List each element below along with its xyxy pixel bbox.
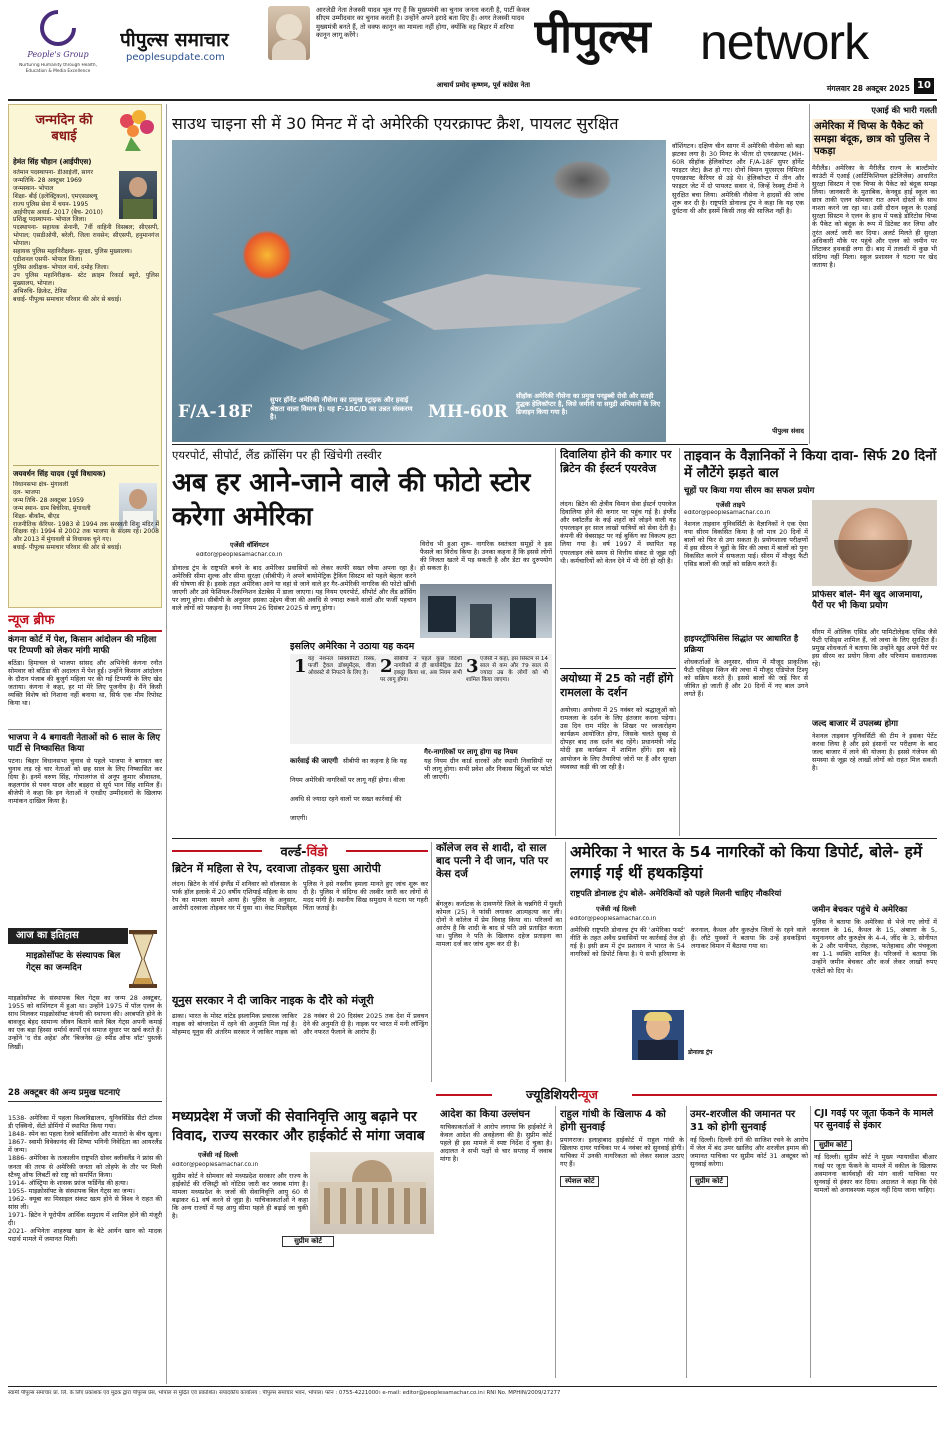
why-head: इसलिए अमेरिका ने उठाया यह कदम: [290, 641, 415, 652]
world-rule-2: [565, 842, 566, 1082]
p1-line: राज्य पुलिस सेवा में चयन- 1995: [13, 200, 89, 208]
p1-line: एडीशनल एसपी- भोपाल जिला।: [13, 255, 83, 263]
hair-headline: ताइवान के वैज्ञानिकों ने किया दावा- सिर्फ 20 दिनों में लौटेंगे झड़ते बाल: [684, 448, 937, 481]
history-event: 1538- अमेरिका में पहला विश्वविद्यालय, यूनिवर्सिडेड सैंटो टॉमस डी एक्विनो, सेंटो डोमिंगो में स्थापित किया गया।: [8, 1114, 162, 1131]
p2-line: जन्म स्थान- ग्राम बिचेरिया, मुंगावली: [13, 504, 91, 512]
history-title: आज का इतिहास: [8, 928, 128, 944]
today-history: [8, 928, 162, 1384]
brand-english: network: [700, 14, 869, 70]
deport-side-head: जमीन बेचकर पहुंचे थे अमेरिका: [812, 904, 908, 914]
p1-line: जन्मतिथि- 28 अक्टूबर 1969: [13, 176, 82, 184]
umar-box: [690, 1108, 808, 1378]
birthday-person1-name: हेमंत सिंह चौहान (आईपीएस): [13, 157, 92, 166]
p1-line: पुलिस अधीक्षक- भोपाल नार्थ, दमोह जिला।: [13, 263, 109, 271]
judiciary-rule-3: [810, 1106, 811, 1378]
photo-email: editor@peoplesamachar.co.in: [196, 552, 283, 558]
left-column-rule: [166, 104, 167, 1384]
brief2-headline: भाजपा ने 4 बगावती नेताओं को 6 साल के लिए पार्टी से निष्कासित किया: [8, 729, 162, 755]
brief1-body: बठिंडा। हिमाचल से भाजपा सांसद और अभिनेत्री कंगना रनौत सोमवार को बठिंडा की अदालत में पेश हुईं। उन्होंने किसान आंदोलन के दौरान पंजाब की बुजुर्ग महिला पर की गई टिप्पणी के लिए खेद जताया। कंगना ने कहा, हर मां मेरे लिए पूजनीय है। मैंने किसी व्यक्ति विशेष को निशाना नहीं बनाया था, सिर्फ एक मीम रिपोस्ट किया था।: [8, 659, 162, 708]
point-text: एजेंसी ने कहा, इस सिस्टम से 14 साल से कम और 79 साल से ज्यादा उम्र के लोगों को भी शामिल किया जाएगा।: [466, 656, 548, 683]
p1-line: प्रशिक्षु पदस्थापना- भोपाल जिला।: [13, 216, 87, 224]
paper-name: पीपुल्स समाचार: [120, 29, 229, 51]
britain-body: लंदन। ब्रिटेन की क्षेत्रीय विमान सेवा ईस्टर्न एयरवेज दिवालिया होने की कगार पर पहुंच गई है। इंग्लैंड और स्कॉटलैंड के कई शहरों को जोड़ने वाली यह एयरलाइन हर साल लाखों यात्रियों को सेवा देती है। कंपनी की वेबसाइट पर नई बुकिंग का विकल्प हटा लिया गया है। वर्ष 1997 में स्थापित यह एयरलाइन लंबे समय से वित्तीय संकट से जूझ रही थी। कर्मचारियों को वेतन देने में भी देरी हो रही है।: [560, 500, 676, 565]
supreme-court-photo: [310, 1152, 434, 1234]
deport-side-body: पुलिस ने बताया कि अमेरिका से भेजे गए लोगों में करनाल के 16, कैथल के 15, अंबाला के 5, यमुनानगर और कुरुक्षेत्र के 4-4, जींद के 3, सोनीपत के 2 और पानीपत, रोहतक, फतेहाबाद और पंचकूला का 1-1 व्यक्ति शामिल है। परिजनों ने बताया कि उन्होंने जमीन बेचकर और कर्ज लेकर लाखों रुपए एजेंटों को दिए थे।: [812, 918, 937, 975]
masthead-rule: [8, 99, 937, 101]
deport-byline: एजेंसी नई दिल्ली: [596, 905, 636, 913]
quote-text: आरजेडी नेता तेजस्वी यादव भूल गए हैं कि मुख्यमंत्री का चुनाव जनता करती है, पार्टी केवल सीएम उम्मीदवार का चुनाव करती है। उन्होंने अपने इरादे बता दिए हैं। अगर तेजस्वी यादव मुख्यमंत्री बनते हैं, तो वक्फ कानून का मामला नहीं होगा, क्योंकि वह बिहार में शरिया कानून लागू करेंगे।: [316, 6, 530, 40]
judiciary-title-b: न्यूज: [577, 1087, 598, 1102]
hair-mid-head: हाइपरट्रॉफिसिस सिद्धांत पर आधारित है प्रक्रिया: [684, 634, 799, 654]
p2-line: राजनीतिक कॅरियर- 1983 से 1994 तक सरस्वती शिशु मंदिर में शिक्षक रहे। 1994 से 2002 तक भाजपा के सदस्य रहे। 2008 और 2013 में मुंगावली से विधायक चुने गए।: [13, 520, 159, 544]
world-story1-head: ब्रिटेन में महिला से रेप, दरवाजा तोड़कर घुसा आरोपी: [172, 862, 381, 875]
why-points: [290, 654, 552, 744]
why-point: [466, 656, 548, 740]
photo-kicker: एयरपोर्ट, सीपोर्ट, लैंड क्रॉसिंग पर ही खिंचेगी तस्वीर: [172, 448, 382, 462]
special-court-label: स्पेशल कोर्ट: [560, 1176, 599, 1187]
quote-portrait: [268, 6, 310, 60]
group-name: People's Group: [27, 50, 89, 59]
rahul-body: प्रयागराज। इलाहाबाद हाईकोर्ट में राहुल गांधी के खिलाफ दायर याचिका पर 4 नवंबर को सुनवाई होगी। याचिका में उनकी नागरिकता को लेकर सवाल उठाए गए हैं।: [560, 1136, 684, 1169]
world-title-a: वर्ल्ड-: [280, 845, 307, 860]
footer-imprint: स्वामी पीपुल्स समाचार प्रा. लि. के लिए प्रकाशक एवं मुद्रक द्वारा पीपुल्स प्रेस, भोपाल से मुद्रित एवं प्रकाशित। संपादकीय कार्यालय : पीपुल्स समाचार भवन, भोपाल। फोन : 0755-4221000। e-mail: editor@peoplesamachar.co.in। RNI No. MPHIN/2009/27277: [8, 1390, 561, 1396]
ayodhya-headline: अयोध्या में 25 को नहीं होंगे रामलला के दर्शन: [560, 672, 674, 699]
masthead: [0, 0, 945, 100]
judiciary-rule-1: [555, 1106, 556, 1378]
world-story3-body: बेंगलुरु। कर्नाटक के दावणगेरे जिले के चन्नगिरी में युवती कोमल (25) ने फांसी लगाकर आत्महत्या कर ली। दोनों ने कॉलेज में प्रेम विवाह किया था। परिजनों का आरोप है कि शादी के बाद से पति उसे प्रताड़ित करता था। पुलिस ने पति के खिलाफ दहेज प्रताड़ना का मामला दर्ज कर जांच शुरू कर दी है।: [436, 900, 562, 949]
history-event: 2021- अभिनेता शाहरुख खान के बेटे आर्यन खान को मादक पदार्थ मामले में जमानत मिली।: [8, 1227, 162, 1244]
p1-line: सहायक पुलिस महानिरीक्षक- सुरक्षा, पुलिस मुख्यालय।: [13, 248, 132, 256]
photo-headline: अब हर आने-जाने वाले की फोटो स्टोर करेगा अमेरिका: [172, 468, 531, 532]
point-text: यह नेशनल सिक्योरिटी रिस्क, फर्जी ट्रैवल डॉक्यूमेंट्स, वीजा ओवरस्टे से निपटने के लिए है।: [308, 656, 376, 676]
footer-rule: [8, 1386, 937, 1387]
extra1-body: सीबीपी का कहना है कि यह नियम अमेरिकी नागरिकों पर लागू नहीं होगा। वीजा अवधि से ज्यादा रहने वालों पर सख्त कार्रवाई की जाएगी।: [290, 757, 407, 822]
p1-line: बधाई- पीपुल्स समाचार परिवार की ओर से बधाई।: [13, 295, 122, 303]
ai-story: [812, 104, 937, 434]
hair-quote-head: प्रोफेसर बोले- मैंने खुद आजमाया, पैरों पर भी किया प्रयोग: [812, 590, 924, 612]
order-head: आदेश का किया उल्लंघन: [440, 1109, 530, 1120]
horizontal-rule-mid: [172, 838, 937, 839]
p2-line: विधानसभा क्षेत्र- मुंगावली: [13, 481, 69, 488]
history-events: [8, 1114, 162, 1382]
extra2-head: गैर-नागरिकों पर लागू होगा यह नियम: [424, 748, 518, 756]
history-event: 1867- स्वामी विवेकानंद की शिष्या भगिनी निवेदिता का आयरलैंड में जन्म।: [8, 1138, 162, 1155]
trump-photo: [632, 1010, 684, 1060]
mp-judges-headline: मध्यप्रदेश में जजों की सेवानिवृत्ति आयु बढ़ाने पर विवाद, राज्य सरकार और हाईकोर्ट से मांगा जवाब: [172, 1109, 425, 1144]
aircraft-credit: पीपुल्स संवाद: [772, 427, 804, 435]
mid-column-rule-2: [679, 448, 680, 836]
brief1-headline: कंगना कोर्ट में पेश, किसान आंदोलन की महिला पर टिप्पणी को लेकर मांगी माफी: [8, 635, 157, 656]
point-number: 3: [466, 656, 479, 677]
rahul-head: राहुल गांधी के खिलाफ 4 को होगी सुनवाई: [560, 1109, 666, 1133]
aircraft-label-left: F/A-18F: [178, 402, 253, 422]
world-story3-head: कॉलेज लव से शादी, दो साल बाद पत्नी ने दी जान, पति पर केस दर्ज: [436, 842, 549, 881]
britain-headline: दिवालिया होने की कगार पर ब्रिटेन की ईस्टर्न एयरवेज: [560, 448, 672, 475]
photo-sidebar: विरोध भी हुआ शुरू- नागरिक स्वतंत्रता समूहों ने इस फैसले का विरोध किया है। उनका कहना है कि इससे लोगों की निजता खतरे में पड़ सकती है और डेटा का दुरुपयोग हो सकता है।: [420, 540, 552, 573]
world-story1-body: लंदन। ब्रिटेन के नॉर्थ इंग्लैंड में शनिवार को वॉलसाल के पार्क हॉल इलाके में 20 वर्षीय एशियाई महिला के साथ रेप का मामला सामने आया है। पुलिस के अनुसार, आरोपी दरवाजा तोड़कर घर में घुसा था। वेस्ट मिडलैंड्स पुलिस ने इसे नस्लीय हमला मानते हुए जांच शुरू कर दी है। पुलिस ने संदिग्ध की तस्वीर जारी कर लोगों से मदद मांगी है। स्थानीय सिख समुदाय ने घटना पर गहरी चिंता जताई है।: [172, 880, 428, 913]
world-rule: [431, 842, 432, 1082]
ayodhya-body: अयोध्या। अयोध्या में 25 नवंबर को श्रद्धालुओं को रामलला के दर्शन के लिए इंतजार करना पड़ेगा। उस दिन राम मंदिर के शिखर पर ध्वजारोहण कार्यक्रम आयोजित होगा, जिसके चलते सुबह से दोपहर बाद तक दर्शन बंद रहेंगे। प्रधानमंत्री नरेंद्र मोदी इस कार्यक्रम में शामिल होंगे। इस बड़े आयोजन के लिए तैयारियां जोरों पर हैं और सुरक्षा व्यवस्था कड़ी की जा रही है।: [560, 706, 676, 771]
group-logo: [8, 6, 108, 86]
sc-label: सुप्रीम कोर्ट: [282, 1236, 334, 1247]
hair-market-body: नेशनल ताइवान यूनिवर्सिटी की टीम ने इसका पेटेंट करवा लिया है और इसे इंसानों पर परीक्षण के बाद जल्द बाजार में लाने की योजना है। इससे गंजेपन की समस्या से जूझ रहे लाखों लोगों को राहत मिल सकती है।: [812, 732, 937, 773]
aircraft-caption-right: सीहॉक अमेरिकी नौसेना का प्रमुख पनडुब्बी रोधी और सतही युद्धक हेलिकॉप्टर है, जिसे जमीनी या समुद्री अभियानों के लिए डिजाइन किया गया है।: [516, 392, 661, 417]
history-event: 1955- माइक्रोसॉफ्ट के संस्थापक बिल गेट्स का जन्म।: [8, 1186, 135, 1195]
aircraft-label-right: MH-60R: [428, 402, 508, 422]
birthday-box: [8, 104, 162, 608]
hourglass-icon: [126, 928, 160, 990]
p1-line: अभिरुचि- क्रिकेट, टेनिस: [13, 287, 67, 295]
history-feature-head: माइक्रोसॉफ्ट के संस्थापक बिल गेट्स का जन्मदिन: [26, 951, 121, 973]
judiciary-rule-2: [686, 1106, 687, 1378]
why-point: [294, 656, 376, 740]
world-story2-head: यूनुस सरकार ने दी जाकिर नाइक के दौरे को मंजूरी: [172, 994, 374, 1007]
deport-body: अमेरिकी राष्ट्रपति डोनाल्ड ट्रंप की 'अमेरिका फर्स्ट' नीति के तहत अवैध प्रवासियों पर कार्रवाई तेज हो गई है। इसी क्रम में ट्रंप प्रशासन ने भारत के 54 नागरिकों को डिपोर्ट किया है। ये सभी हरियाणा के करनाल, कैथल और कुरुक्षेत्र जिलों के रहने वाले हैं। लौटे युवकों ने बताया कि उन्हें हथकड़ियां लगाकर विमान में बैठाया गया था।: [570, 926, 806, 959]
extra2-body: यह नियम ग्रीन कार्ड धारकों और स्थायी निवासियों पर भी लागू होगा। सभी प्रवेश और निकास बिंदुओं पर फोटो ली जाएगी।: [424, 757, 552, 782]
website-link[interactable]: peoplesupdate.com: [126, 52, 225, 63]
history-feature-body: माइक्रोसॉफ्ट के संस्थापक बिल गेट्स का जन्म 28 अक्टूबर, 1955 को वाशिंगटन में हुआ था। उन्होंने 1975 में पॉल एलन के साथ मिलकर माइक्रोसॉफ्ट कंपनी की स्थापना की। अरबपति होने के बावजूद बेहद सामान्य जीवन बिताने वाले बिल गेट्स अपनी कमाई का एक बड़ा हिस्सा धर्मार्थ कार्यों एवं समाज सुधार पर खर्च करते हैं। उन्होंने 'द रोड अहेड' और 'बिजनेस @ स्पीड ऑफ थॉट' पुस्तकें लिखीं।: [8, 994, 162, 1051]
history-event: 1848- स्पेन का पहला रेलवे बार्सिलोना और मातारो के बीच खुला।: [8, 1130, 162, 1139]
aircraft-rule: [172, 444, 808, 445]
mp-email: editor@peoplesamachar.co.in: [172, 1162, 259, 1168]
bald-head-photo: [812, 500, 937, 586]
hair-quote-body: सीरम में ओलिक एसिड और पामिटोलेइक एसिड जैसे फैटी एसिड्स शामिल हैं, जो त्वचा के लिए सुरक्षित हैं। प्रमुख शोधकर्ता ने बताया कि उन्होंने खुद अपने पैरों पर इस सीरम का प्रयोग किया और परिणाम सकारात्मक रहे।: [812, 628, 937, 669]
history-events-head: 28 अक्टूबर की अन्य प्रमुख घटनाएं: [8, 1088, 162, 1102]
cji-head: CJI गवई पर जूता फेंकने के मामले पर सुनवाई से इंकार: [814, 1108, 934, 1132]
birthday-title: जन्मदिन की बधाई: [35, 113, 93, 144]
p1-line: उप पुलिस महानिरीक्षक- स्टेट क्राइम रिकार्ड ब्यूरो, पुलिस मुख्यालय, भोपाल।: [13, 271, 159, 287]
person1-details: [13, 169, 159, 469]
extra1: [290, 748, 418, 832]
photo-byline: एजेंसी वॉशिंगटन: [230, 541, 269, 549]
world-story2-body: ढाका। भारत के मोस्ट वांटेड इस्लामिक प्रचारक जाकिर नाइक को बांग्लादेश में रहने की अनुमति मिल गई है। मोहम्मद यूनुस की अंतरिम सरकार ने जाकिर नाइक को 28 नवंबर से 20 दिसंबर 2025 तक देश में प्रवचन देने की अनुमति दी है। नाइक पर भारत में मनी लॉन्ड्रिंग और नफरत फैलाने के आरोप हैं।: [172, 1012, 428, 1037]
deport-email: editor@peoplesamachar.co.in: [570, 916, 657, 922]
group-tagline: Nurturing Humanity through Health, Education & Media Excellence: [19, 63, 97, 74]
mp-byline: एजेंसी नई दिल्ली: [198, 1151, 238, 1159]
aircraft-body: वॉशिंगटन। दक्षिण चीन सागर में अमेरिकी नौसेना को बड़ा झटका लगा है। 30 मिनट के भीतर दो एयरक्राफ्ट (MH-60R सीहॉक हेलिकॉप्टर और F/A-18F सुपर हॉर्नेट फाइटर जेट) क्रैश हो गए। दोनों विमान यूएसएस निमित्ज एयरक्राफ्ट कैरियर से उड़े थे। हेलिकॉप्टर में तीन और फाइटर जेट में दो पायलट सवार थे, जिन्हें रेस्क्यू टीमों ने सुरक्षित बचा लिया। अमेरिकी नौसेना ने हादसों की जांच शुरू कर दी है। राष्ट्रपति डोनाल्ड ट्रंप ने कहा कि यह एक दुर्घटना थी और इसमें किसी तरह की साजिश नहीं है।: [672, 142, 804, 215]
p2-line: शिक्षा- बीकॉम, बीएड: [13, 512, 60, 520]
cji-box: [814, 1108, 937, 1378]
aircraft-headline: साउथ चाइना सी में 30 मिनट में दो अमेरिकी एयरक्राफ्ट क्रैश, पायलट सुरक्षित: [172, 114, 619, 133]
cji-body: नई दिल्ली। सुप्रीम कोर्ट ने मुख्य न्यायाधीश बीआर गवई पर जूता फेंकने के मामले में वकील के खिलाफ अवमानना कार्यवाही की मांग वाली याचिका पर सुनवाई से इंकार कर दिया। अदालत ने कहा कि ऐसे मामलों को अनावश्यक महत्व नहीं दिया जाना चाहिए।: [814, 1153, 937, 1194]
hair-market-head: जल्द बाजार में उपलब्ध होगा: [812, 718, 899, 728]
world-title-b: विंडो: [306, 845, 328, 860]
judiciary-title-a: ज्यूडिशियरी: [526, 1087, 578, 1102]
p1-line: वर्तमान पदस्थापना- डीआईजी, सागर: [13, 169, 94, 176]
peoples-group-logo-icon: [38, 8, 78, 48]
news-brief: [8, 612, 162, 922]
britain-rule: [560, 668, 676, 669]
order-body: याचिकाकर्ताओं ने आरोप लगाया कि हाईकोर्ट ने केवल आदेश की अवहेलना की है। सुप्रीम कोर्ट पहले ही इस मामले में स्पष्ट निर्देश दे चुका है। अदालत ने सभी पक्षों से चार सप्ताह में जवाब मांगा है।: [440, 1123, 552, 1164]
umar-body: नई दिल्ली। दिल्ली दंगों की साजिश रचने के आरोप में जेल में बंद उमर खालिद और शरजील इमाम की जमानत याचिका पर सुप्रीम कोर्ट 31 अक्टूबर को सुनवाई करेगा।: [690, 1136, 808, 1169]
point-number: 1: [294, 656, 307, 677]
airport-photo: [420, 584, 552, 638]
history-event: 1971- ब्रिटेन ने यूरोपीय आर्थिक समुदाय में शामिल होने की मंजूरी दी।: [8, 1211, 162, 1228]
hair-body: नेशनल ताइवान यूनिवर्सिटी के वैज्ञानिकों ने एक ऐसा नया सीरम विकसित किया है जो मात्र 20 दिनों में बालों को फिर से उगा सकता है। प्रयोगशाला परीक्षणों में इस सीरम ने चूहों के सिर की त्वचा में बालों को पुनः विकसित करने में सफलता पाई। सीरम में मौजूद फैटी एसिड बालों की जड़ों को सक्रिय करते हैं।: [684, 520, 808, 569]
p2-line: दल- भाजपा: [13, 488, 40, 496]
why-point: [380, 656, 462, 740]
mp-body: सुप्रीम कोर्ट ने सोमवार को मध्यप्रदेश सरकार और राज्य के हाईकोर्ट की रजिस्ट्री को नोटिस जारी कर जवाब मांगा है। मामला मध्यप्रदेश के जजों की सेवानिवृत्ति आयु 60 से बढ़ाकर 61 वर्ष करने से जुड़ा है। याचिकाकर्ताओं ने कहा कि अन्य राज्यों में यह आयु सीमा पहले ही बढ़ाई जा चुकी है।: [172, 1172, 308, 1221]
world-window-banner: [172, 842, 428, 860]
birthday-person2-name: जयवर्धन सिंह यादव (पूर्व विधायक): [13, 469, 106, 478]
quote-author: आचार्य प्रमोद कृष्णम, पूर्व कांग्रेस नेता: [436, 81, 530, 89]
hair-email: editor@peoplesamachar.co.in: [684, 510, 771, 516]
trump-caption: डोनाल्ड ट्रंप: [688, 1049, 713, 1056]
news-brief-title: न्यूज ब्रीफ: [8, 612, 162, 632]
p1-line: शिक्षा- बीई (इलेक्ट्रिकल), एमएसडब्ल्यू: [13, 192, 98, 200]
hair-byline: एजेंसी ताइपे: [716, 501, 746, 509]
judiciary-banner: [436, 1086, 937, 1104]
hair-mid-body: शोधकर्ताओं के अनुसार, सीरम में मौजूद प्राकृतिक फैटी एसिड्स स्किन की त्वचा में मौजूद एडिपोज टिश्यू को सक्रिय करते हैं। इससे बालों की जड़ें फिर से जीवित हो जाती हैं और 20 दिनों में नए बाल उगने लगते हैं।: [684, 658, 808, 699]
page-number: 10: [914, 78, 934, 94]
p1-line: पदस्थापना- सहायक सेनानी, 7वीं वाहिनी विसबल; सीएसपी, भोपाल; एसडीओपी, बरेली, जिला रायसेन; सीएसपी, हनुमानगंज भोपाल।: [13, 224, 159, 248]
page-date: मंगलवार 28 अक्टूबर 2025: [826, 84, 910, 93]
flower-bouquet-icon: [113, 107, 159, 153]
photo-body: डोनाल्ड ट्रंप के राष्ट्रपति बनने के बाद अमेरिका प्रवासियों को लेकर काफी सख्त रवैया अपना रहा है। अमेरिकी सीमा शुल्क और सीमा सुरक्षा (सीबीपी) ने अपने बायोमेट्रिक ट्रैकिंग सिस्टम को पहले बेहतर करने की घोषणा की है। इसके तहत अमेरिका आने या वहां से जाने वाले हर गैर-अमेरिकी नागरिक की फोटो खींची जाएगी और उसे फेशियल-रिकग्निशन डेटाबेस में डाला जाएगा। यह नियम एयरपोर्ट, सीपोर्ट और लैंड क्रॉसिंग पर लागू होगा। सीबीपी के अनुसार इसका उद्देश्य वीजा की अवधि से ज्यादा रुकने वालों और फर्जी पहचान वाले लोगों को पकड़ना है। नया नियम 26 दिसंबर 2025 से लागू होगा।: [172, 564, 416, 613]
ai-body: मैरीलैंड। अमेरिका के मैरीलैंड राज्य के बाल्टीमोर काउंटी में एआई (आर्टिफिशियल इंटेलिजेंस) आधारित सुरक्षा सिस्टम ने एक चिप्स के पैकेट को बंदूक समझ लिया। जानकारी के मुताबिक, केनवुड हाई स्कूल का छात्र ताकी एलन सोमवार रात अपने दोस्तों के साथ नाश्ता करने जा रहा था। उसी दौरान स्कूल के एआई सुरक्षा सिस्टम ने एलन के हाथ में पकड़े डोरिटोस चिप्स के पैकेट को बंदूक के रूप में डिटेक्ट कर लिया और तुरंत अलर्ट जारी कर दिया। अलर्ट मिलते ही सुरक्षा अधिकारी मौके पर पहुंचे और एलन को जमीन पर लिटाकर हथकड़ी लगा दी। बाद में तलाशी में कुछ भी संदिग्ध नहीं मिला। स्कूल प्रशासन ने घटना पर खेद जताया है।: [812, 163, 937, 269]
right-column-rule: [809, 104, 810, 444]
person2-details: [13, 481, 159, 605]
rahul-box: [560, 1108, 684, 1378]
aircraft-caption-left: सुपर हॉर्नेट अमेरिकी नौसेना का प्रमुख स्ट्राइक और हवाई श्रेष्ठता वाला विमान है। यह F-18C/D का उन्नत संस्करण है।: [270, 396, 413, 422]
p1-line: आईपीएस अवार्ड- 2017 (बैच- 2010): [13, 208, 103, 216]
extra2: [424, 748, 552, 832]
point-number: 2: [380, 656, 393, 677]
deport-subhead: राष्ट्रपति डोनाल्ड ट्रंप बोले- अमेरिकियों को पहले मिलनी चाहिए नौकरियां: [570, 888, 782, 898]
extra1-head: कार्रवाई की जाएगी: [290, 757, 338, 765]
history-event: 1886- अमेरिका के तत्कालीन राष्ट्रपति ग्रोवर क्लीवलैंड ने फ्रांस की जनता की तरफ से अमेरिकी जनता को तोहफे के तौर पर मिली स्टैच्यू ऑफ लिबर्टी को राष्ट्र को समर्पित किया।: [8, 1154, 162, 1179]
p2-line: जन्म तिथि- 28 अक्टूबर 1959: [13, 496, 84, 504]
p1-line: जन्मस्थान- भोपाल: [13, 184, 54, 192]
order-box: [440, 1108, 552, 1378]
hair-subhead: चूहों पर किया गया सीरम का सफल प्रयोग: [684, 486, 815, 496]
sc-label-3: सुप्रीम कोर्ट: [814, 1140, 852, 1151]
history-event: 1914- ऑस्ट्रिया के शासक फ्रांज फर्डिनेंड की हत्या।: [8, 1178, 129, 1187]
sc-label-2: सुप्रीम कोर्ट: [690, 1176, 728, 1187]
mid-column-rule: [555, 448, 556, 836]
p2-line: बधाई- पीपुल्स समाचार परिवार की ओर से बधाई।: [13, 544, 122, 552]
history-event: 1962- क्यूबा का मिसाइल संकट खत्म होने से विश्व ने राहत की सांस ली।: [8, 1194, 162, 1212]
brand-hindi: पीपुल्स: [534, 9, 651, 63]
umar-head: उमर-शरजील की जमानत पर 31 को होगी सुनवाई: [690, 1109, 796, 1133]
ai-kicker: एआई की भारी गलती: [871, 105, 937, 115]
ai-headline: अमेरिका में चिप्स के पैकेट को समझा बंदूक, छात्र को पुलिस ने पकड़ा: [812, 119, 937, 161]
deport-headline: अमेरिका ने भारत के 54 नागरिकों को किया डिपोर्ट, बोले- हमें लगाई गई थीं हथकड़ियां: [570, 843, 923, 882]
brief2-body: पटना। बिहार विधानसभा चुनाव से पहले भाजपा ने बगावत कर चुनाव लड़ रहे चार नेताओं को छह साल के लिए निष्कासित कर दिया है। इनमें वरुण सिंह, गोपालगंज से अनूप कुमार श्रीवास्तव, कहलगांव से पवन यादव और बड़हरा से सूर्य भान सिंह शामिल हैं। बीजेपी ने कहा कि इन नेताओं ने एनडीए उम्मीदवारों के खिलाफ नामांकन दाखिल किया है।: [8, 757, 162, 806]
point-text: सीबीपी ने पहले कुछ विदेशी नागरिकों से ही बायोमेट्रिक डेटा इकट्ठा किया था, अब नियम सभी पर लागू होगा।: [380, 656, 462, 683]
birthday-divider: [13, 465, 159, 466]
